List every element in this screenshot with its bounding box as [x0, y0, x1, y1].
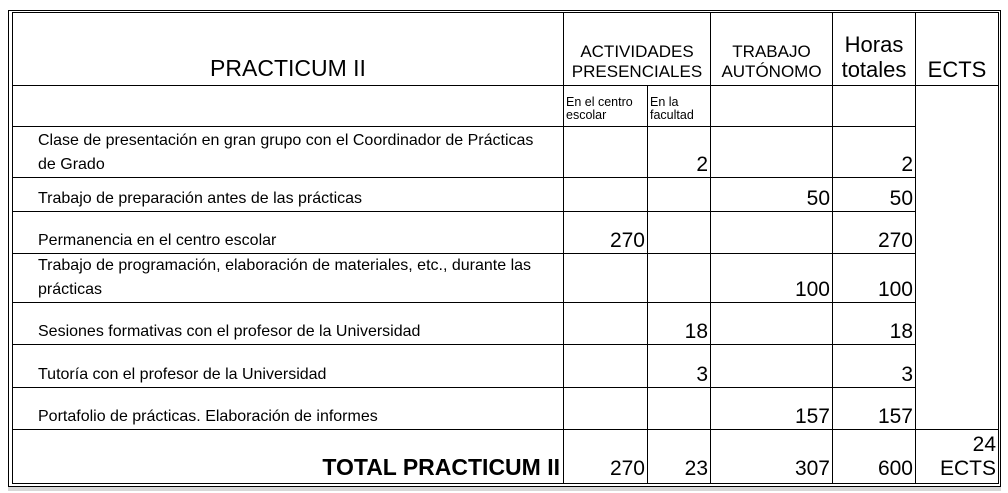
row-horas: 18	[833, 303, 916, 345]
centro-line2: escolar	[566, 108, 607, 122]
row-description	[13, 388, 564, 430]
total-row	[13, 430, 999, 484]
table-row	[13, 254, 999, 303]
row-desc-line1: Trabajo de preparación antes de las prácticas	[38, 190, 363, 207]
row-horas: 270	[833, 212, 916, 254]
subheader-empty-trabajo	[711, 86, 833, 127]
row-description	[13, 212, 564, 254]
trabajo-line1: TRABAJO	[732, 42, 811, 61]
row-horas: 3	[833, 345, 916, 388]
row-desc-line1: Trabajo de programación, elaboración de materiales, etc., durante las	[38, 257, 532, 274]
row-desc-line1: Portafolio de prácticas. Elaboración de informes	[38, 408, 378, 425]
row-horas: 2	[833, 127, 916, 178]
row-trabajo: 50	[711, 178, 833, 212]
table-row	[13, 212, 999, 254]
row-description	[13, 303, 564, 345]
facultad-line1: En la	[650, 95, 679, 109]
total-facultad: 23	[648, 430, 711, 484]
subheader-facultad	[648, 86, 711, 127]
row-trabajo: 100	[711, 254, 833, 303]
row-desc-line2: prácticas	[38, 281, 103, 298]
row-centro	[564, 254, 648, 303]
total-ects	[916, 430, 999, 484]
table-row	[13, 127, 999, 178]
table-row	[13, 388, 999, 430]
row-facultad	[648, 178, 711, 212]
row-horas: 157	[833, 388, 916, 430]
table-title: PRACTICUM II	[13, 13, 564, 86]
horas-line2: totales	[841, 57, 907, 82]
total-horas: 600	[833, 430, 916, 484]
ects-header: ECTS	[916, 13, 999, 86]
row-trabajo	[711, 127, 833, 178]
total-trabajo: 307	[711, 430, 833, 484]
row-facultad	[648, 388, 711, 430]
row-description	[13, 178, 564, 212]
centro-line1: En el centro	[566, 95, 633, 109]
practicum-table	[12, 12, 999, 484]
row-desc-line1: Tutoría con el profesor de la Universidad	[38, 366, 327, 383]
total-centro: 270	[564, 430, 648, 484]
total-label: TOTAL PRACTICUM II	[13, 430, 564, 484]
row-trabajo: 157	[711, 388, 833, 430]
row-centro	[564, 388, 648, 430]
subheader-empty-horas	[833, 86, 916, 127]
row-trabajo	[711, 303, 833, 345]
total-ects-value: 24	[972, 433, 996, 456]
table-row	[13, 303, 999, 345]
total-ects-unit: ECTS	[939, 457, 996, 480]
row-centro: 270	[564, 212, 648, 254]
row-desc-line1: Sesiones formativas con el profesor de la Universidad	[38, 323, 421, 340]
row-facultad	[648, 212, 711, 254]
actividades-line1: ACTIVIDADES	[580, 42, 694, 61]
row-desc-line1: Clase de presentación en gran grupo con el Coordinador de Prácticas	[38, 132, 534, 149]
row-description	[13, 345, 564, 388]
row-centro	[564, 303, 648, 345]
row-horas: 100	[833, 254, 916, 303]
header-row	[13, 13, 999, 86]
table-row	[13, 345, 999, 388]
row-facultad	[648, 254, 711, 303]
row-centro	[564, 127, 648, 178]
row-centro	[564, 178, 648, 212]
row-desc-line2: de Grado	[38, 156, 105, 173]
subheader-empty-desc	[13, 86, 564, 127]
row-centro	[564, 345, 648, 388]
horas-line1: Horas	[844, 32, 904, 57]
row-horas: 50	[833, 178, 916, 212]
row-description	[13, 127, 564, 178]
ects-spacer	[916, 86, 999, 430]
row-facultad: 2	[648, 127, 711, 178]
actividades-presenciales-header	[564, 13, 711, 86]
row-desc-line1: Permanencia en el centro escolar	[38, 232, 277, 249]
horas-totales-header	[833, 13, 916, 86]
actividades-line2: PRESENCIALES	[571, 62, 703, 81]
row-trabajo	[711, 345, 833, 388]
facultad-line2: facultad	[650, 108, 694, 122]
trabajo-line2: AUTÓNOMO	[721, 62, 822, 81]
row-trabajo	[711, 212, 833, 254]
bottom-border	[8, 486, 1001, 491]
table-row	[13, 178, 999, 212]
row-facultad: 3	[648, 345, 711, 388]
row-facultad: 18	[648, 303, 711, 345]
subheader-row	[13, 86, 999, 127]
subheader-centro	[564, 86, 648, 127]
row-description	[13, 254, 564, 303]
trabajo-autonomo-header	[711, 13, 833, 86]
